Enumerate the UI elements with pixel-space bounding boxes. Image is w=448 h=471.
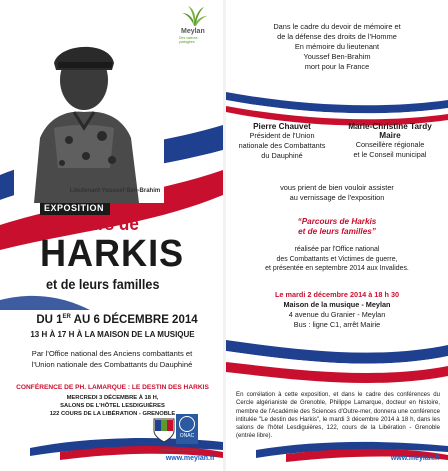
host-role-line: Conseillère régionale	[355, 140, 425, 149]
conference-note: En corrélation à cette exposition, et dans le cadre des conférences du Cercle algérianiste de Grenoble, Philippe Lamarque, docteur en histoire, membre de l'Académie des Sciences d'Outre-mer, donnera une conférence intitulée "Le destin des Harkis", le mardi 3 décembre 2014 à 18 h, dans les salons de l'hôtel Lesdiguières, 122, cours de la Libération - Grenoble (entrée libre).	[236, 391, 440, 440]
title-line: “Parcours de Harkis	[297, 217, 377, 226]
invite-line: au vernissage de l'exposition	[289, 193, 385, 202]
invitation-text	[236, 183, 438, 203]
host-role-line: nationale des Combattants	[238, 141, 326, 150]
dates-sup: ER	[62, 314, 71, 321]
onac-emblem	[179, 416, 195, 432]
exhibition-hours: 13 H À 17 H À LA MAISON DE LA MUSIQUE	[30, 330, 195, 339]
host-name: Marie-Christine Tardy	[348, 122, 432, 131]
onac-label: ONAC	[179, 433, 195, 439]
credits-line: réalisée par l'Office national	[294, 246, 380, 253]
exposition-label: EXPOSITION	[44, 203, 105, 213]
meylan-logo-icon	[179, 4, 209, 28]
organizers-line: l'Union nationale des Combattants du Dauphiné	[31, 360, 193, 369]
website-link-left[interactable]: www.meylan.fr	[165, 455, 215, 462]
title-line-3: et de leurs familles	[46, 276, 160, 292]
invite-line: vous prient de bien vouloir assister	[280, 183, 394, 192]
host-role-line: Président de l'Union	[249, 131, 315, 140]
title-line: et de leurs familles”	[298, 227, 376, 236]
event-bus: Bus : ligne C1, arrêt Mairie	[293, 320, 381, 329]
intro-line: mort pour la France	[304, 62, 370, 71]
host-role-line: du Dauphiné	[261, 151, 303, 160]
title-line-2: HARKIS	[40, 233, 185, 275]
exhibition-dates	[22, 314, 212, 326]
vernissage-details	[236, 290, 438, 330]
union-crest-logo	[152, 417, 176, 443]
conference-line: SALONS DE L'HÔTEL LESDIGUIÈRES	[60, 403, 165, 409]
conference-line: 122 COURS DE LA LIBÉRATION - GRENOBLE	[49, 411, 176, 417]
onac-tagline: Solidarité et mémoire	[160, 447, 198, 452]
host-marie-christine-tardy	[340, 122, 440, 160]
host-pierre-chauvet	[232, 122, 332, 161]
exhibition-credits	[232, 245, 442, 274]
soldier-portrait	[14, 28, 164, 203]
host-role-line: et le Conseil municipal	[353, 150, 427, 159]
left-panel	[0, 0, 223, 471]
credits-line: et présentée en septembre 2014 aux Invalides.	[265, 265, 409, 272]
event-date: Le mardi 2 décembre 2014 à 18 h 30	[274, 290, 400, 299]
organizers	[12, 348, 212, 370]
right-panel	[226, 0, 448, 471]
conference-line: MERCREDI 3 DÉCEMBRE À 18 H,	[66, 395, 159, 401]
event-venue: Maison de la musique - Meylan	[283, 300, 391, 309]
host-name: Pierre Chauvet	[253, 122, 311, 131]
host-title: Maire	[379, 131, 401, 140]
dates-suffix: AU 6 DÉCEMBRE 2014	[70, 314, 198, 326]
event-address: 4 avenue du Granier - Meylan	[288, 310, 386, 319]
portrait-caption: Lieutenant Youssef Ben-Brahim	[69, 188, 161, 194]
meylan-logo-tagline: Des valeurs partagées	[179, 36, 198, 44]
conference-title: CONFÉRENCE DE PH. LAMARQUE : LE DESTIN DES HARKIS	[16, 384, 209, 391]
website-link-right[interactable]: www.meylan.fr	[390, 455, 440, 462]
intro-line: En mémoire du lieutenant	[294, 42, 380, 51]
meylan-logo-name: Meylan	[181, 28, 205, 35]
intro-line: Dans le cadre du devoir de mémoire et	[273, 22, 401, 31]
title-line-1: Parcours de	[40, 214, 139, 235]
onac-logo	[176, 414, 198, 444]
dates-prefix: DU 1	[36, 314, 63, 326]
memorial-intro	[236, 22, 438, 72]
organizers-line: Par l'Office national des Anciens combattants et	[31, 349, 193, 358]
credits-line: des Combattants et Victimes de guerre,	[276, 255, 398, 263]
intro-line: Youssef Ben-Brahim	[303, 52, 371, 61]
intro-line: de la défense des droits de l'Homme	[277, 32, 397, 41]
exhibition-title	[236, 217, 438, 237]
